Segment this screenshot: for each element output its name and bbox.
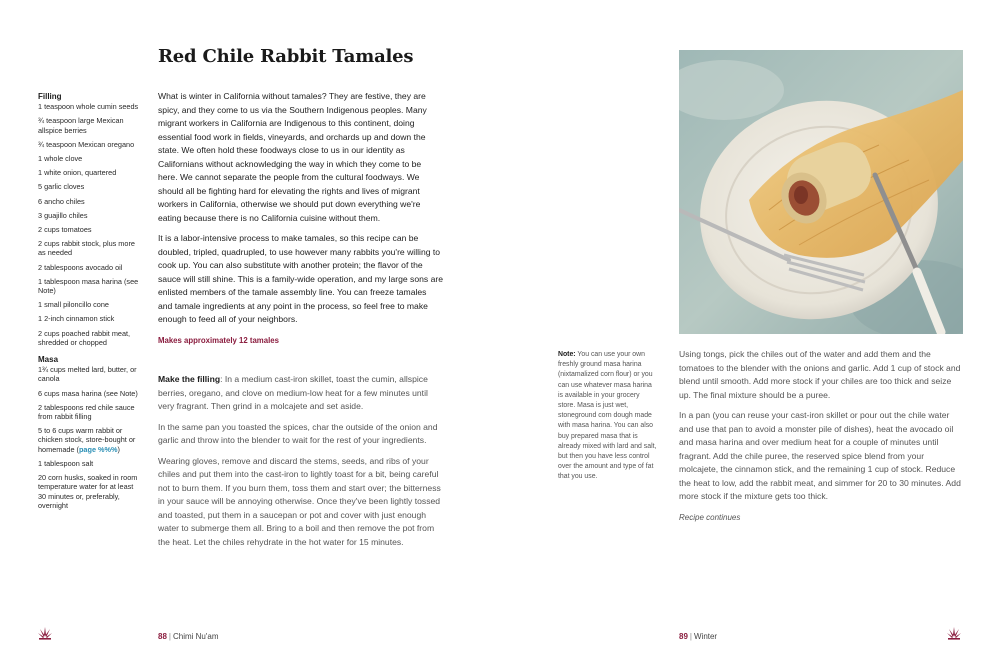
recipe-title: Red Chile Rabbit Tamales [158, 46, 414, 67]
masa-list [38, 365, 142, 510]
ingredient-item: 2 cups tomatoes [38, 225, 92, 235]
folio-right [679, 632, 717, 641]
ingredient-item: 1 small piloncillo cone [38, 300, 109, 310]
page-reference-link[interactable]: page %%% [78, 444, 118, 454]
method-text [158, 373, 443, 556]
intro-text [158, 90, 443, 347]
ingredient-item: ¾ teaspoon large Mexican allspice berries [38, 116, 124, 135]
ingredient-item: 2 cups rabbit stock, plus more as needed [38, 239, 135, 258]
method-paragraph: Wearing gloves, remove and discard the stems, seeds, and ribs of your chiles and put them into the cast-iron to lightly toast for a bit, being careful not to burn them. If you burn them, toss them and start over; the bitterness in your sauce will be annoying otherwise. Once they've been lightly tossed and toasted, put them in a saucepan or pot and cover with just enough water to submerge them all. Bring to a boil and then remove the pot from the heat. Let the chiles rehydrate in the hot water for 15 minutes. [158, 455, 441, 547]
ingredient-item: 6 cups masa harina (see Note) [38, 388, 138, 398]
ingredient-item: ¾ teaspoon Mexican oregano [38, 139, 135, 149]
note-text: You can use your own freshly ground masa harina (nixtamalized corn flour) or you can use whatever masa harina is available in your grocery store. Masa is just wet, stoneground corn dough made with masa harina. You can also buy prepared masa that is already mixed with lard and salt, but then you have less control over the amount and type of fat that you use. [558, 351, 657, 481]
filling-heading: Filling [38, 92, 62, 101]
ingredient-item: 1 whole clove [38, 154, 83, 164]
ingredient-item: 1 teaspoon whole cumin seeds [38, 102, 139, 112]
ingredient-item: 1 white onion, quartered [38, 168, 117, 178]
folio-label: Winter [693, 632, 718, 641]
recipe-continues: Recipe continues [679, 512, 741, 522]
method-paragraph: In a pan (you can reuse your cast-iron skillet or pour out the chile water and use that pan to avoid a monster pile of dishes), heat the avocado oil and masa harina and over medium heat for a couple of minutes until fragrant. Add the chile puree, the reserved spice blend from your molcajete, the cinnamon stick, and the remaining 1 cup of stock. Reduce the heat to low, add the rabbit meat, and simmer for 20 to 30 minutes. Add more stock if the mixture gets too thick. [679, 410, 961, 501]
ingredient-item: 2 tablespoons red chile sauce from rabbit filling [38, 402, 135, 422]
masa-note [558, 350, 658, 483]
ingredient-item: 1 2-inch cinnamon stick [38, 314, 115, 324]
filling-list [38, 102, 142, 347]
folio-left [158, 632, 219, 641]
ingredient-text: 5 to 6 cups warm rabbit or chicken stock, store-bought or homemade ( [38, 426, 136, 454]
ingredient-item: 6 ancho chiles [38, 196, 85, 206]
ingredient-item: 1 tablespoon salt [38, 458, 94, 468]
ingredient-text-close: ) [117, 444, 120, 454]
agave-plant-icon [946, 626, 962, 640]
ingredient-item: 3 guajillo chiles [38, 210, 88, 220]
ingredient-item: 1 tablespoon masa harina (see Note) [38, 276, 139, 296]
ingredient-item-with-link [38, 426, 142, 454]
folio-separator: | [168, 632, 171, 641]
masa-heading: Masa [38, 355, 59, 365]
page-number: 88 [158, 632, 167, 641]
step-text: : In a medium cast-iron skillet, toast the cumin, allspice berries, oregano, and clove on medium-low heat for a few minutes until very fragrant. Then grind in a molcajete and set aside. [158, 374, 428, 411]
yield-label: Makes approximately 12 tamales [158, 335, 279, 345]
agave-plant-icon [37, 626, 53, 640]
intro-paragraph: It is a labor-intensive process to make tamales, so this recipe can be doubled, tripled, quadrupled, to use however many rabbits you're willing to cook up. You can also substitute with another protein; the flavor of the sauce will still shine. This is a family-wide operation, and my large sons are enlisted members of the tamale assembly line. You can freeze tamales and tamale ingredients at any point in the process, so feel free to make enough to feed all of your neighbors. [158, 233, 443, 324]
step-lead: Make the filling [158, 374, 221, 384]
intro-paragraph: What is winter in California without tamales? They are festive, they are spicy, and they come to us via the Southern Indigenous peoples. Many migrant workers in California are Indigenous to this continent, doing essential food work in fields, vineyards, and orchards up and down the state. We often hold these foodways close to us in our identity as Californians without acknowledging the way in which they come to be here. We cannot separate the people from the cultural foodways. We should all be fighting hard for elevating the rights and lives of migrant workers in California, otherwise we should put down everything we're eating because there is no California cuisine without them. [158, 91, 427, 223]
ingredient-item: 1¾ cups melted lard, butter, or canola [38, 365, 137, 384]
method-paragraph [158, 373, 443, 414]
tamale-photo [679, 50, 963, 334]
folio-separator: | [689, 632, 692, 641]
note-label: Note: [558, 351, 576, 358]
ingredients-sidebar [38, 92, 142, 515]
page-number: 89 [679, 632, 688, 641]
ingredient-item: 20 corn husks, soaked in room temperature water for at least 30 minutes or, preferably, overnight [38, 473, 138, 510]
method-paragraph: Using tongs, pick the chiles out of the water and add them and the tomatoes to the blender with the onions and garlic. Add 1 cup of stock and blend until smooth. Add more stock if your chiles are too thick and seize up. The final mixture should be a puree. [679, 349, 961, 400]
tamale-illustration [679, 50, 963, 334]
right-method-text [679, 348, 964, 524]
ingredient-item: 5 garlic cloves [38, 182, 85, 192]
method-paragraph: In the same pan you toasted the spices, char the outside of the onion and garlic and throw into the blender to wait for the rest of your ingredients. [158, 421, 438, 445]
ingredient-item: 2 tablespoons avocado oil [38, 262, 123, 272]
ingredient-item: 2 cups poached rabbit meat, shredded or chopped [38, 328, 131, 347]
folio-label: Chimi Nu'am [172, 632, 219, 641]
